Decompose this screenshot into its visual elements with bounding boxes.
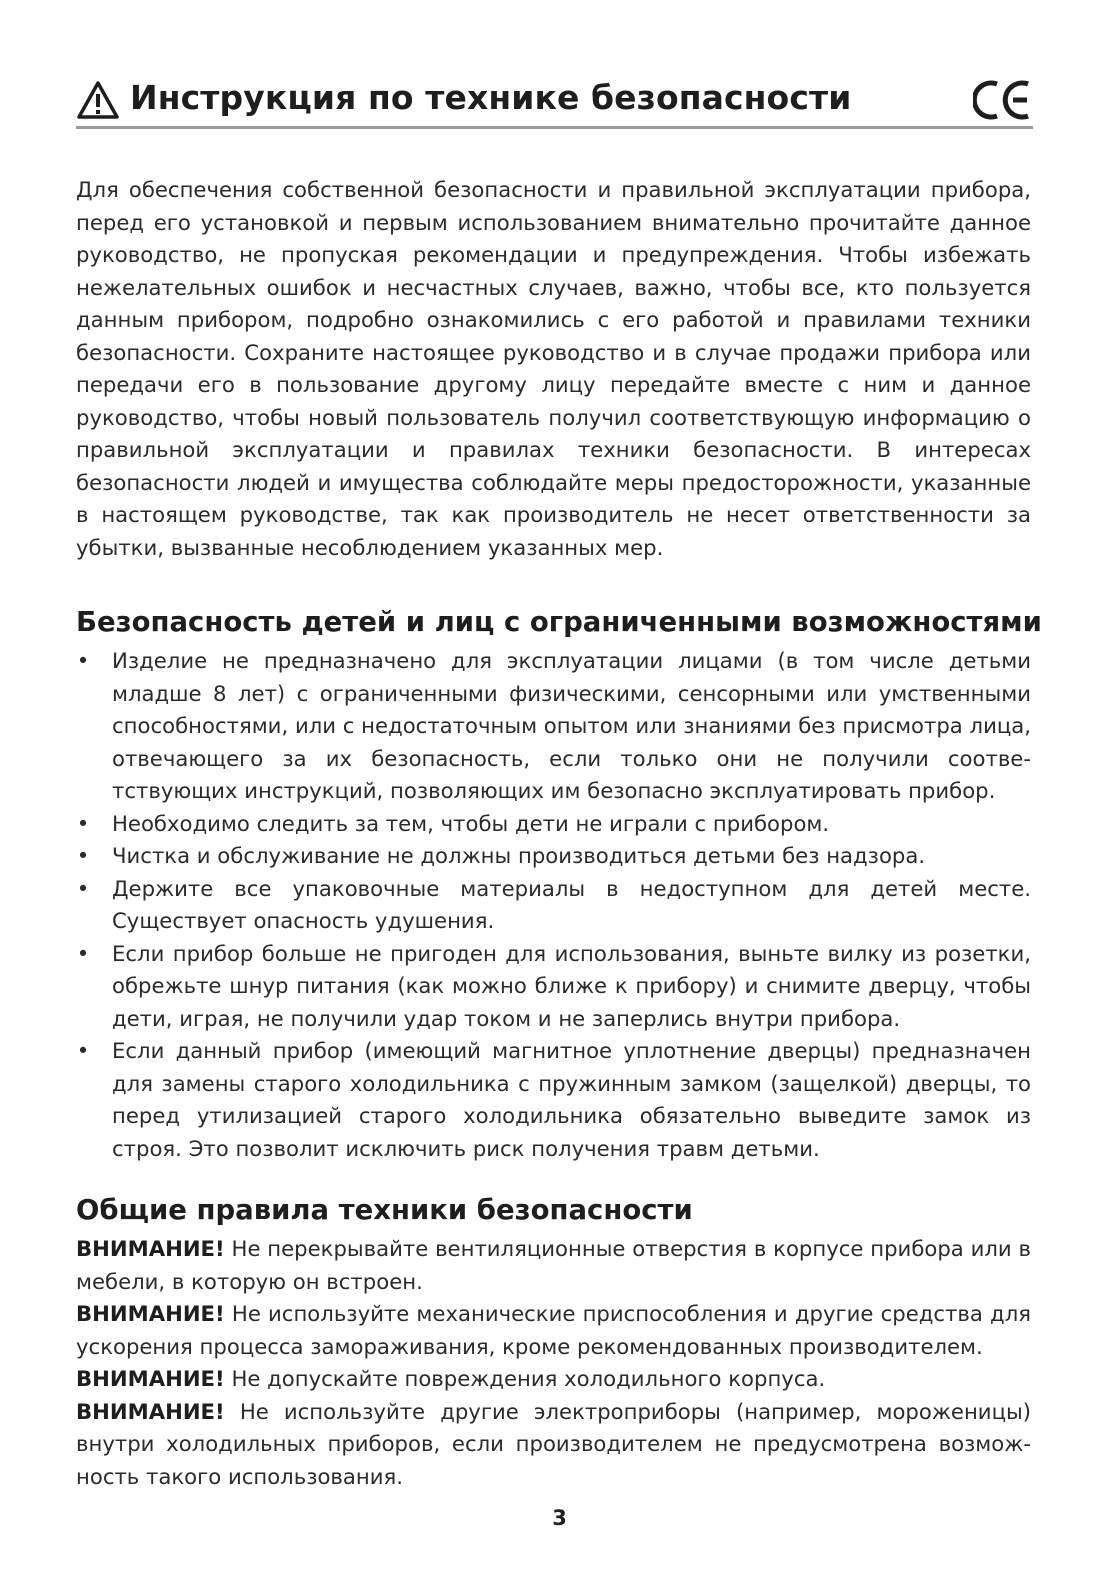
list-item	[76, 645, 1031, 808]
warning-paragraph	[76, 1363, 1031, 1396]
general-safety-warnings	[76, 1233, 1031, 1493]
intro-paragraph: Для обеспечения собственной безопасности и правильной эксплуатации прибора, перед его установкой и первым использованием внимательно прочитайте данное руководство, не пропуская рекомендации и предупреждения. Чтобы избежать нежелательных ошибок и несчастных случаев, важно, чтобы все, кто пользуется данным прибором, подробно ознакомились с его работой и правилами техники безопасности. Сохраните настоящее руководство и в случае продажи прибора или передачи его в пользование другому лицу передайте вместе с ним и данное руководство, чтобы новый пользователь получил соответствующую информацию о правильной эксплуатации и правилах техники безопасности. В интересах безопасности людей и имущества соблюдайте меры предосторожности, указанные в настоящем руководстве, так как производитель не несет ответственности за убытки, вызванные несоблюдением указанных мер.	[76, 177, 1031, 560]
warning-triangle-icon	[76, 80, 120, 120]
list-item	[76, 840, 1031, 873]
list-item	[76, 873, 1031, 938]
warning-text: Не перекрывайте вентиляционные отверстия в корпусе прибора или в мебели, в которую он встроен.	[76, 1236, 1031, 1294]
warning-label: ВНИМАНИЕ!	[76, 1236, 225, 1261]
list-item	[76, 808, 1031, 841]
list-item	[76, 938, 1031, 1036]
list-item	[76, 1035, 1031, 1165]
bullet-icon: •	[76, 810, 90, 836]
header-divider	[76, 126, 1033, 129]
bullet-icon: •	[76, 1038, 90, 1063]
warning-text: Не используйте механические приспособления и другие средства для ускорения процесса замораживания, кроме рекомендованных производителем.	[76, 1301, 1031, 1359]
list-item-text: Изделие не предназначено для эксплуатации лицами (в том числе детьми младше 8 лет) с ограниченными физическими, сенсорными или умственными способностями, или с недостаточным опытом или знаниями без присмотра лица, отвечающего за их безопасность, если только они не получили соотве-тствующих инструкций, позволяющих им безопасно эксплуатировать прибор.	[112, 648, 1031, 803]
bullet-icon: •	[76, 843, 90, 868]
page-header	[76, 70, 1033, 130]
warning-label: ВНИМАНИЕ!	[76, 1398, 225, 1424]
list-item-text: Если данный прибор (имеющий магнитное уплотнение дверцы) предназначен для замены старого холодильника с пружинным замком (защелкой) дверцы, то перед утилизацией старого холодильника обязательно выведите замок из строя. Это позволит исключить риск получения травм детьми.	[112, 1038, 1031, 1161]
bullet-icon: •	[76, 648, 90, 673]
warning-text: Не допускайте повреждения холодильного корпуса.	[231, 1366, 826, 1391]
warning-label: ВНИМАНИЕ!	[76, 1301, 225, 1326]
list-item-text: Если прибор больше не пригоден для использования, выньте вилку из розетки, обрежьте шнур питания (как можно ближе к прибору) и снимите дверцу, чтобы дети, играя, не получили удар током и не заперлись внутри прибора.	[112, 940, 1031, 1031]
bullet-icon: •	[76, 875, 90, 901]
page-title: Инструкция по технике безопасности	[130, 78, 852, 117]
warning-paragraph	[76, 1396, 1031, 1494]
children-safety-heading: Безопасность детей и лиц с ограниченными возможностями	[76, 606, 1042, 638]
bullet-icon: •	[76, 940, 90, 966]
warning-text: Не используйте другие электроприборы (например, мороженицы) внутри холодильных приборов, если производителем не предусмотрена возмож-ность такого использования.	[76, 1398, 1031, 1489]
warning-label: ВНИМАНИЕ!	[76, 1366, 225, 1391]
ce-mark-icon	[973, 78, 1033, 122]
warning-paragraph	[76, 1298, 1031, 1363]
page-number: 3	[552, 1506, 567, 1530]
list-item-text: Чистка и обслуживание не должны производиться детьми без надзора.	[112, 843, 926, 868]
children-safety-list	[76, 645, 1031, 1165]
list-item-text: Держите все упаковочные материалы в недоступном для детей месте. Существует опасность удушения.	[112, 875, 1031, 933]
warning-paragraph	[76, 1233, 1031, 1298]
list-item-text: Необходимо следить за тем, чтобы дети не играли с прибором.	[112, 810, 830, 836]
general-safety-heading: Общие правила техники безопасности	[76, 1194, 693, 1226]
